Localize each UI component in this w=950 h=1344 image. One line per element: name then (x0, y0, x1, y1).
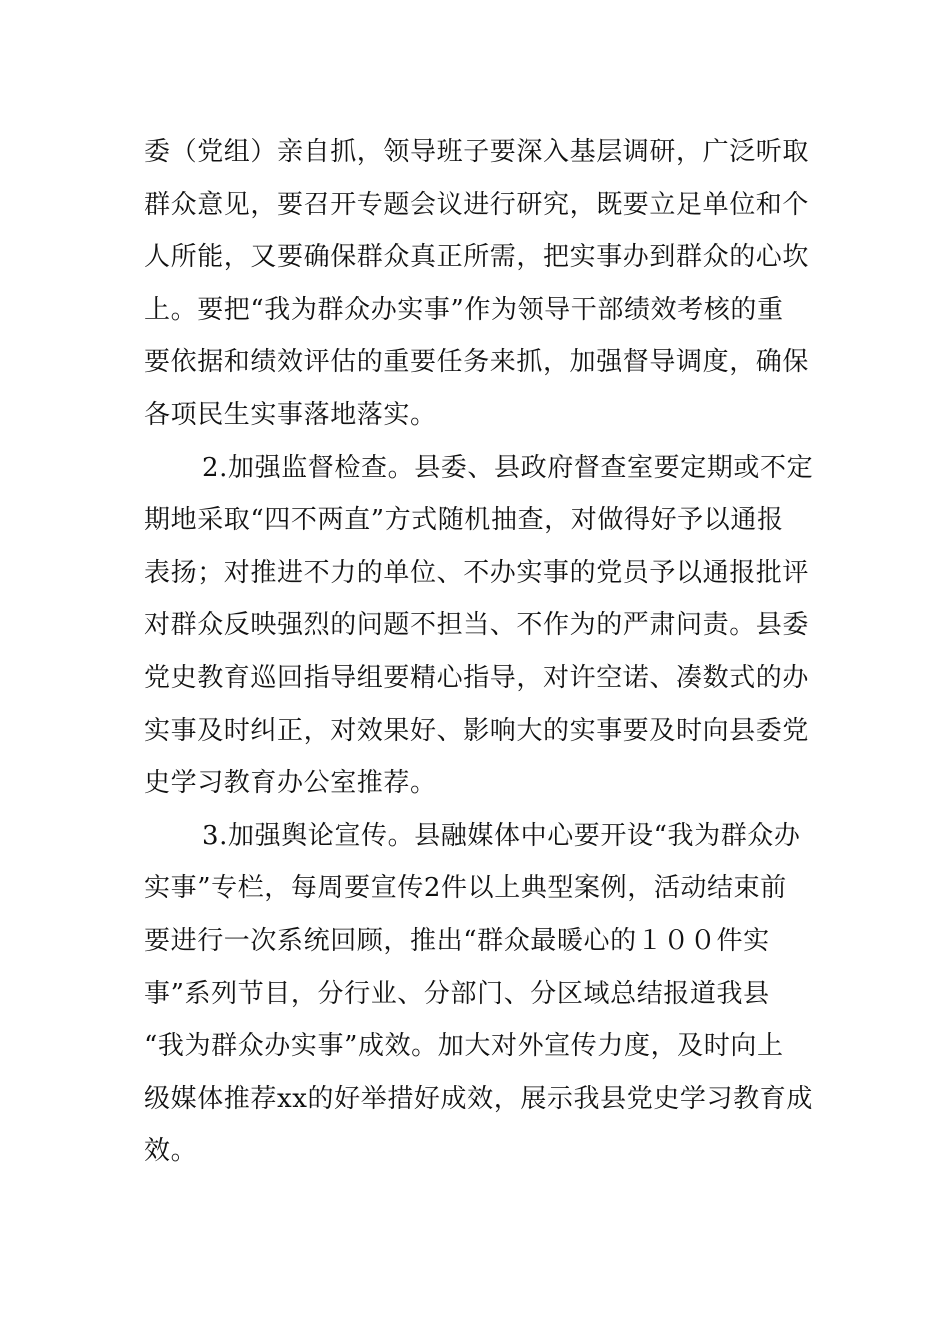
text-line: 级媒体推荐xx的好举措好成效，展示我县党史学习教育成 (144, 1083, 813, 1114)
text-line: 要进行一次系统回顾，推出“群众最暖心的１００件实 (144, 925, 770, 956)
text-line: 期地采取“四不两直”方式随机抽查，对做得好予以通报 (144, 505, 784, 536)
text-line: 表扬；对推进不力的单位、不办实事的党员予以通报批评 (144, 557, 810, 588)
text-line: 效。 (144, 1136, 198, 1167)
text-line: 委（党组）亲自抓，领导班子要深入基层调研，广泛听取 (144, 137, 810, 167)
text-line: 史学习教育办公室推荐。 (144, 768, 437, 799)
text-line: 事”系列节目，分行业、分部门、分区域总结报道我县 (144, 978, 770, 1009)
text-line-section-heading: 2.加强监督检查。县委、县政府督查室要定期或不定 (202, 452, 814, 483)
text-line: 上。要把“我为群众办实事”作为领导干部绩效考核的重 (144, 294, 784, 325)
text-line: 群众意见，要召开专题会议进行研究，既要立足单位和个 (144, 189, 810, 220)
text-line: “我为群众办实事”成效。加大对外宣传力度，及时向上 (144, 1031, 784, 1062)
text-line: 实事”专栏，每周要宣传2件以上典型案例，活动结束前 (144, 873, 787, 904)
text-line: 要依据和绩效评估的重要任务来抓，加强督导调度，确保 (144, 347, 810, 378)
text-line: 对群众反映强烈的问题不担当、不作为的严肃问责。县委 (144, 610, 810, 641)
text-line-section-heading: 3.加强舆论宣传。县融媒体中心要开设“我为群众办 (202, 820, 801, 851)
text-line: 各项民生实事落地落实。 (144, 399, 437, 430)
text-line: 实事及时纠正，对效果好、影响大的实事要及时向县委党 (144, 715, 810, 746)
text-line: 人所能，又要确保群众真正所需，把实事办到群众的心坎 (144, 242, 810, 273)
text-line: 党史教育巡回指导组要精心指导，对许空诺、凑数式的办 (144, 662, 810, 693)
document-body (144, 126, 814, 1178)
